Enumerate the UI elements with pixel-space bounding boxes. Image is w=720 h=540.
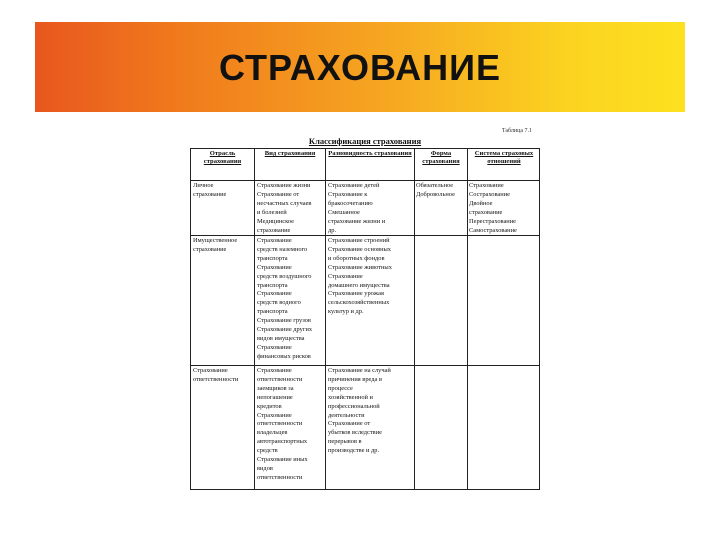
column-divider: [325, 149, 326, 489]
cell-branch-liability: Страхование ответственности: [193, 367, 239, 383]
table-number-label: Таблица 7.1: [501, 128, 532, 134]
cell-varieties-property: Страхование строений Страхование основных и оборотных фондов Страхование животных Страхование домашнего имущества Страхование урожая сельскохозяйственных культур и др.: [328, 237, 392, 316]
column-divider: [254, 149, 255, 489]
cell-varieties-liability: Страхование на случай причинения вреда в процессе хозяйственной и профессиональной деятельности Страхование от убытков вследствие перерывов в производстве и др.: [328, 367, 391, 455]
cell-types-property: Страхование средств наземного транспорта Страхование средств воздушного транспорта Страхование средств водного транспорта Страхование грузов Страхование других видов имущества Страхование финансовых рисков: [257, 237, 313, 360]
classification-table: [190, 148, 540, 490]
column-divider: [414, 149, 415, 489]
cell-types-personal: Страхование жизни Страхование от несчастных случаев и болезней Медицинское страхование: [257, 182, 312, 234]
cell-forms: Обязательное Добровольное: [416, 182, 455, 198]
header-form: Форма страхования: [422, 150, 460, 165]
cell-branch-property: Имущественное страхование: [193, 237, 238, 253]
header-system: Система страховых отношений: [474, 150, 534, 165]
table-caption: Классификация страхования: [308, 136, 422, 146]
header-variety: Разновидность страхования: [328, 150, 412, 157]
header-branch: Отрасль страхования: [203, 150, 242, 165]
cell-varieties-personal: Страхование детей Страхование к бракосочетанию Смешанное страхование жизни и др.: [328, 182, 386, 234]
scanned-table-document: [190, 128, 540, 490]
row-divider: [191, 365, 539, 366]
cell-branch-personal: Личное страхование: [193, 182, 227, 198]
slide-title: СТРАХОВАНИЕ: [218, 47, 502, 88]
header-divider: [191, 180, 539, 181]
cell-systems: Страхование Сострахование Двойное страхование Перестрахование Самострахование: [469, 182, 517, 234]
column-divider: [467, 149, 468, 489]
header-type: Вид страхования: [264, 150, 316, 157]
cell-types-liability: Страхование ответственности заемщиков за непогашение кредитов Страхование ответственности владельцев автотранспортных средств Страхование иных видов ответственности: [257, 367, 308, 481]
